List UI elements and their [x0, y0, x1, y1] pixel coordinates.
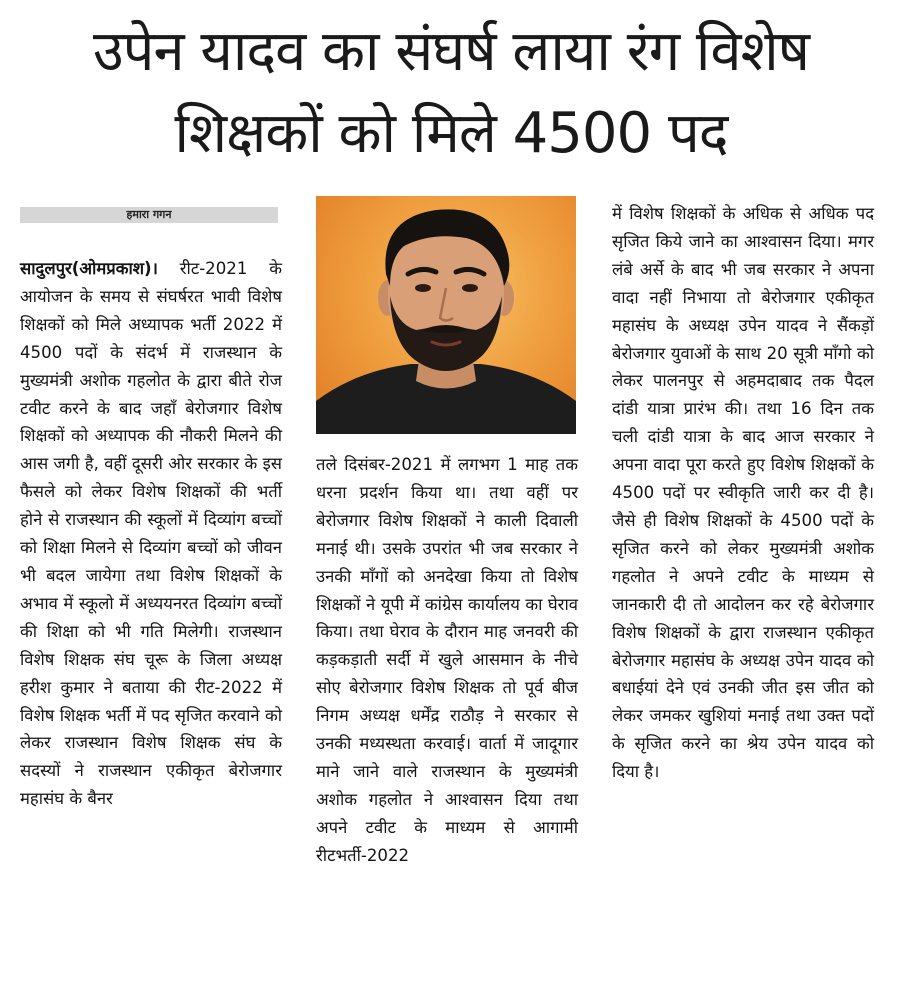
byline-bar: हमारा गगन: [20, 207, 278, 223]
dateline: सादुलपुर(ओमप्रकाश)।: [20, 259, 158, 278]
column-1-paragraph: [20, 255, 282, 813]
article-column-3: [612, 200, 874, 786]
headline-line-1: उपेन यादव का संघर्ष लाया रंग विशेष: [92, 19, 810, 84]
column-3-text: में विशेष शिक्षकों के अधिक से अधिक पद सृजित किये जाने का आश्वासन दिया। मगर लंबे अर्से के बाद भी जब सरकार ने अपना वादा नहीं निभाया तो बेरोजगार एकीकृत महासंघ के अध्यक्ष उपेन यादव ने सैंकड़ों बेरोजगार युवाओं के साथ 20 सूत्री माँगो को लेकर पालनपुर से अहमदाबाद तक पैदल दांडी यात्रा प्रारंभ की। तथा 16 दिन तक चली दांडी यात्रा के बाद आज सरकार ने अपना वादा पूरा करते हुए विशेष शिक्षकों के 4500 पदों पर स्वीकृति जारी कर दी है। जैसे ही विशेष शिक्षकों के 4500 पदों के सृजित करने को लेकर मुख्यमंत्री अशोक गहलोत ने अपने टवीट के माध्यम से जानकारी दी तो आदोलन कर रहे बेरोजगार विशेष शिक्षकों के द्वारा राजस्थान एकीकृत बेरोजगार महासंघ के अध्यक्ष उपेन यादव को बधाईयां देने एवं उनकी जीत इस जीत को लेकर जमकर खुशियां मनाई तथा उक्त पदों के सृजित करने का श्रेय उपेन यादव को दिया है।: [612, 204, 874, 782]
portrait-photo: [316, 196, 576, 434]
column-1-text: रीट-2021 के आयोजन के समय से संघर्षरत भावी विशेष शिक्षकों को मिले अध्यापक भर्ती 2022 में 4500 पदों के संदर्भ में राजस्थान के मुख्यमंत्री अशोक गहलोत के द्वारा बीते रोज टवीट करने के बाद जहाँ बेरोजगार विशेष शिक्षकों को अध्यापक की नौकरी मिलने की आस जगी है, वहीं दूसरी ओर सरकार के इस फैसले को लेकर विशेष शिक्षकों की भर्ती होने से राजस्थान की स्कूलों में दिव्यांग बच्चों को शिक्षा मिलने से दिव्यांग बच्चों को जीवन भी बदल जायेगा तथा विशेष शिक्षकों के अभाव में स्कूलो में अध्ययनरत दिव्यांग बच्चों की शिक्षा को भी गति मिलेगी। राजस्थान विशेष शिक्षक संघ चूरू के जिला अध्यक्ष हरीश कुमार ने बताया की रीट-2022 में विशेष शिक्षक भर्ती में पद सृजित करवाने को लेकर राजस्थान विशेष शिक्षक संघ के सदस्यों ने राजस्थान एकीकृत बेरोजगार महासंघ के बैनर: [20, 259, 282, 809]
portrait-illustration: [316, 196, 576, 434]
article-column-2: [316, 451, 578, 870]
headline-line-2: शिक्षकों को मिले 4500 पद: [174, 101, 728, 166]
article-column-1: [20, 255, 282, 813]
column-2-text: तले दिसंबर-2021 में लगभग 1 माह तक धरना प्रदर्शन किया था। तथा वहीं पर बेरोजगार विशेष शिक्षकों ने काली दिवाली मनाई थी। उसके उपरांत भी जब सरकार ने उनकी माँगों को अनदेखा किया तो विशेष शिक्षकों ने यूपी में कांग्रेस कार्यालय का घेराव किया। तथा घेराव के दौरान माह जनवरी की कड़कड़ाती सर्दी में खुले आसमान के नीचे सोए बेरोजगार विशेष शिक्षक तो पूर्व बीज निगम अध्यक्ष धर्मेंद्र राठौड़ ने सरकार से उनकी मध्यस्थता करवाई। वार्ता में जादूगार माने जाने वाले राजस्थान के मुख्यमंत्री अशोक गहलोत ने आश्वासन दिया तथा अपने टवीट के माध्यम से आगामी रीटभर्ती-2022: [316, 455, 578, 865]
